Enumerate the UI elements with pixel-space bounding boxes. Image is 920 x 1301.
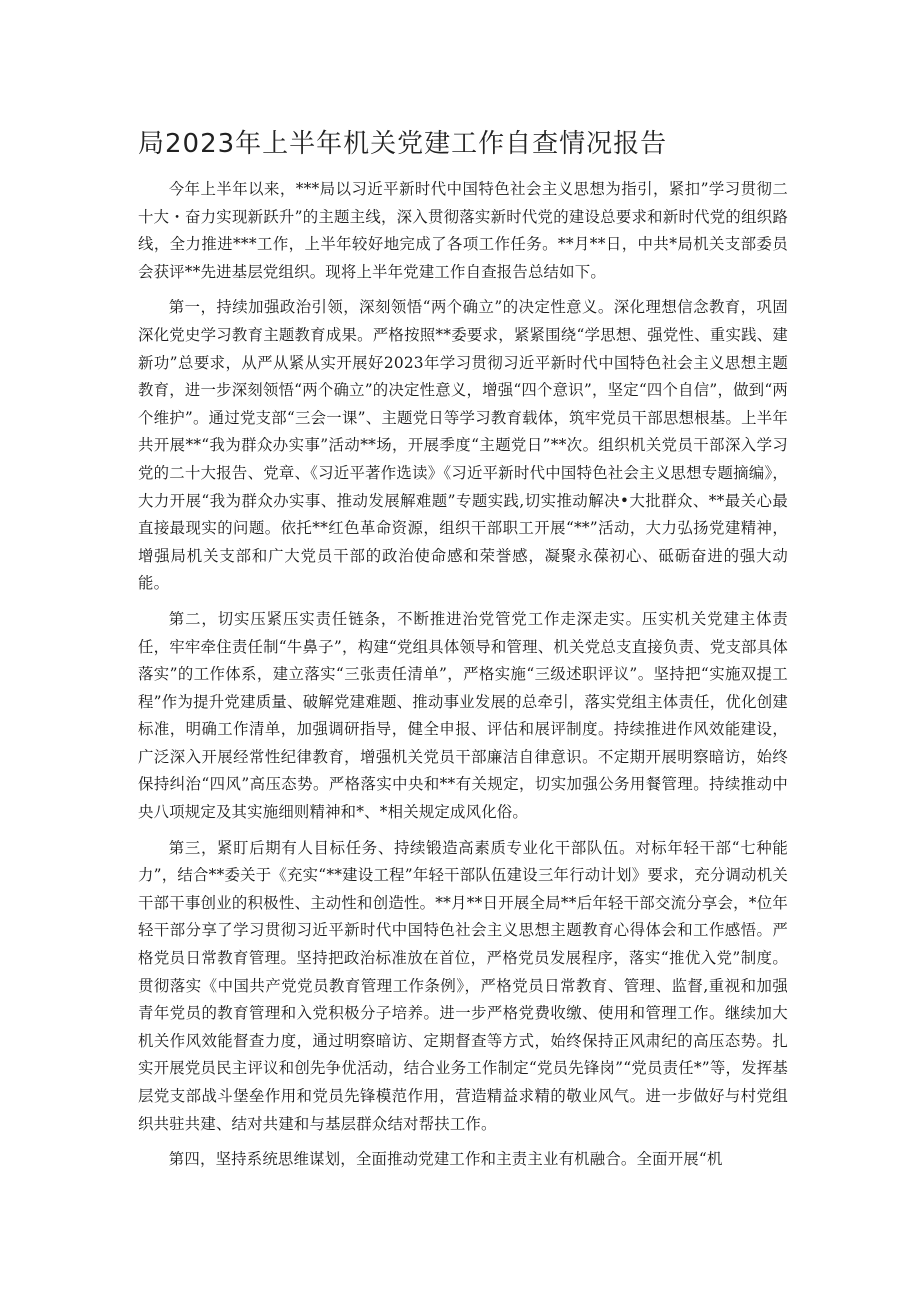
paragraph-second: 第二，切实压紧压实责任链条，不断推进治党管党工作走深走实。压实机关党建主体责任，牢牢牵住责任制“牛鼻子”，构建“党组具体领导和管理、机关党总支直接负责、党支部具体落实”的工作体系，建立落实“三张责任清单”，严格实施“三级述职评议”。坚持把“实施双提工程”作为提升党建质量、破解党建难题、推动事业发展的总牵引，落实党组主体责任，优化创建标准，明确工作清单，加强调研指导，健全申报、评估和展评制度。持续推进作风效能建设，广泛深入开展经常性纪律教育，增强机关党员干部廉洁自律意识。不定期开展明察暗访，始终保持纠治“四风”高压态势。严格落实中央和**有关规定，切实加强公务用餐管理。持续推动中央八项规定及其实施细则精神和*、*相关规定成风化俗。 (138, 609, 788, 822)
paragraph-first: 第一，持续加强政治引领，深刻领悟“两个确立”的决定性意义。深化理想信念教育，巩固深化党史学习教育主题教育成果。严格按照**委要求，紧紧围绕“学思想、强党性、重实践、建新功”总要求，从严从紧从实开展好2023年学习贯彻习近平新时代中国特色社会主义思想主题教育，进一步深刻领悟“两个确立”的决定性意义，增强“四个意识”，坚定“四个自信”，做到“两个维护”。通过党支部“三会一课”、主题党日等学习教育载体，筑牢党员干部思想根基。上半年共开展**“我为群众办实事”活动**场，开展季度“主题党日”**次。组织机关党员干部深入学习党的二十大报告、党章、《习近平著作选读》《习近平新时代中国特色社会主义思想专题摘编》，大力开展“我为群众办实事、推动发展解难题”专题实践,切实推动解决•大批群众、**最关心最直接最现实的问题。依托**红色革命资源，组织干部职工开展“**”活动，大力弘扬党建精神，增强局机关支部和广大党员干部的政治使命感和荣誉感，凝聚永葆初心、砥砺奋进的强大动能。 (138, 298, 788, 593)
paragraph-intro: 今年上半年以来，***局以习近平新时代中国特色社会主义思想为指引，紧扣”学习贯彻二十大・奋力实现新跃升”的主题主线，深入贯彻落实新时代党的建设总要求和新时代党的组织路线，全力推进***工作，上半年较好地完成了各项工作任务。**月**日，中共*局机关支部委员会获评**先进基层党组织。现将上半年党建工作自查报告总结如下。 (138, 180, 788, 281)
paragraph-fourth: 第四，坚持系统思维谋划，全面推动党建工作和主责主业有机融合。全面开展“机 (168, 1150, 723, 1169)
document-body (138, 176, 788, 1182)
document-title: 局2023年上半年机关党建工作自查情况报告 (138, 129, 668, 159)
paragraph-third: 第三，紧盯后期有人目标任务、持续锻造高素质专业化干部队伍。对标年轻干部“七种能力”，结合**委关于《充实“**建设工程”年轻干部队伍建设三年行动计划》要求，充分调动机关干部干事创业的积极性、主动性和创造性。**月**日开展全局**后年轻干部交流分享会，*位年轻干部分享了学习贯彻习近平新时代中国特色社会主义思想主题教育心得体会和工作感悟。严格党员日常教育管理。坚持把政治标准放在首位，严格党员发展程序，落实“推优入党”制度。贯彻落实《中国共产党党员教育管理工作条例》，严格党员日常教育、管理、监督,重视和加强青年党员的教育管理和入党积极分子培养。进一步严格党费收缴、使用和管理工作。继续加大机关作风效能督查力度，通过明察暗访、定期督查等方式，始终保持正风肃纪的高压态势。扎实开展党员民主评议和创先争优活动，结合业务工作制定“党员先锋岗”“党员责任*”等，发挥基层党支部战斗堡垒作用和党员先锋模范作用，营造精益求精的敬业风气。进一步做好与村党组织共驻共建、结对共建和与基层群众结对帮扶工作。 (138, 838, 788, 1133)
